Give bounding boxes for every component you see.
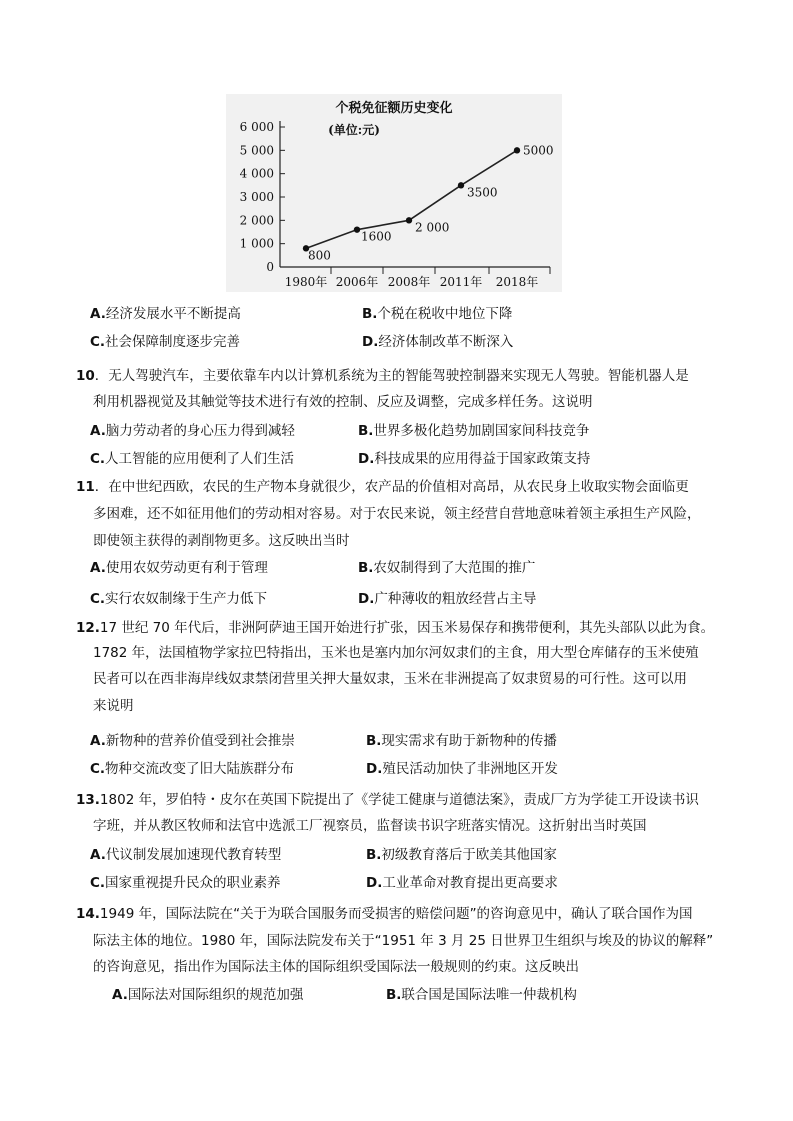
q11-stem-line-1: 11．在中世纪西欧，农民的生产物本身就很少，农产品的价值相对高昂，从农民身上收取实物会面临更 [76, 479, 689, 495]
data-label: 3500 [467, 185, 498, 200]
q10-option-b[interactable]: B.世界多极化趋势加剧国家间科技竞争 [358, 423, 590, 439]
q12-option-a[interactable]: A.新物种的营养价值受到社会推崇 [90, 733, 295, 749]
x-tick-label: 2006年 [335, 275, 379, 289]
q14-stem-line-3: 的咨询意见，指出作为国际法主体的国际组织受国际法一般规则的约束。这反映出 [93, 959, 579, 975]
y-tick-label: 4 000 [239, 166, 274, 181]
q11-option-b[interactable]: B.农奴制得到了大范围的推广 [358, 560, 536, 576]
q13-option-a[interactable]: A.代议制发展加速现代教育转型 [90, 847, 282, 863]
data-label: 5000 [523, 143, 554, 158]
y-tick-label: 6 000 [239, 120, 274, 134]
q14-option-b[interactable]: B.联合国是国际法唯一仲裁机构 [386, 987, 577, 1003]
q12-stem-line-3: 民者可以在西非海岸线奴隶禁闭营里关押大量奴隶，玉米在非洲提高了奴隶贸易的可行性。这可以用 [93, 671, 687, 687]
q13-stem-line-2: 字班，并从教区牧师和法官中选派工厂视察员，监督读书识字班落实情况。这折射出当时英国 [93, 818, 647, 834]
q14-stem-line-2: 际法主体的地位。1980 年，国际法院发布关于“1951 年 3 月 25 日世界卫生组织与埃及的协议的解释” [93, 933, 714, 949]
x-tick-label: 2011年 [439, 275, 483, 289]
x-tick-label: 2018年 [495, 275, 539, 289]
data-label: 800 [308, 248, 331, 263]
q11-stem-line-2: 多困难，还不如征用他们的劳动相对容易。对于农民来说，领主经营自营地意味着领主承担生产风险， [93, 506, 701, 522]
q14-stem-line-1: 14.1949 年，国际法院在“关于为联合国服务而受损害的赔偿问题”的咨询意见中，确认了联合国作为国 [76, 906, 693, 922]
q13-option-d[interactable]: D.工业革命对教育提出更高要求 [366, 875, 558, 891]
q11-option-c[interactable]: C.实行农奴制缘于生产力低下 [90, 591, 268, 607]
data-label: 1600 [361, 229, 392, 244]
question-number: 11 [76, 479, 95, 495]
q11-option-d[interactable]: D.广种薄收的粗放经营占主导 [358, 591, 537, 607]
question-number: 14. [76, 906, 100, 922]
line-chart [226, 94, 562, 292]
q12-stem-line-2: 1782 年，法国植物学家拉巴特指出，玉米也是塞内加尔河奴隶们的主食，用大型仓库储存的玉米使殖 [93, 645, 699, 661]
chart-title: 个税免征额历史变化 [335, 101, 453, 116]
q10-option-c[interactable]: C.人工智能的应用便利了人们生活 [90, 451, 295, 467]
q12-stem-line-4: 来说明 [93, 698, 134, 714]
q13-option-c[interactable]: C.国家重视提升民众的职业素养 [90, 875, 281, 891]
q9-option-d[interactable]: D.经济体制改革不断深入 [362, 334, 514, 350]
data-point [514, 147, 520, 153]
q13-stem-line-1: 13.1802 年，罗伯特・皮尔在英国下院提出了《学徒工健康与道德法案》，责成厂方为学徒工开设读书识 [76, 792, 699, 808]
y-tick-label: 0 [266, 260, 274, 274]
x-tick-label: 1980年 [284, 275, 328, 289]
q10-stem-line-2: 利用机器视觉及其触觉等技术进行有效的控制、反应及调整，完成多样任务。这说明 [93, 394, 593, 410]
q14-option-a[interactable]: A.国际法对国际组织的规范加强 [112, 987, 304, 1003]
q13-option-b[interactable]: B.初级教育落后于欧美其他国家 [366, 847, 557, 863]
q12-option-c[interactable]: C.物种交流改变了旧大陆族群分布 [90, 761, 295, 777]
y-tick-label: 5 000 [239, 143, 274, 158]
x-tick-label: 2008年 [387, 275, 431, 289]
chart-subtitle: (单位:元) [328, 123, 380, 137]
question-number: 13. [76, 792, 100, 808]
data-point [406, 217, 412, 223]
y-tick-label: 1 000 [239, 236, 274, 251]
q10-option-d[interactable]: D.科技成果的应用得益于国家政策支持 [358, 451, 591, 467]
y-tick-label: 3 000 [239, 190, 274, 204]
q12-stem-line-1: 12.17 世纪 70 年代后，非洲阿萨迪王国开始进行扩张，因玉米易保存和携带便利，其先头部队以此为食。 [76, 620, 715, 636]
question-number: 12. [76, 620, 100, 636]
q11-stem-line-3: 即使领主获得的剥削物更多。这反映出当时 [93, 533, 350, 549]
data-point [354, 226, 360, 232]
q9-option-c[interactable]: C.社会保障制度逐步完善 [90, 334, 241, 350]
q9-option-a[interactable]: A.经济发展水平不断提高 [90, 306, 241, 322]
q10-stem-line-1: 10．无人驾驶汽车，主要依靠车内以计算机系统为主的智能驾驶控制器来实现无人驾驶。智能机器人是 [76, 368, 689, 384]
q9-option-b[interactable]: B.个税在税收中地位下降 [362, 306, 513, 322]
question-number: 10 [76, 368, 95, 384]
q10-option-a[interactable]: A.脑力劳动者的身心压力得到减轻 [90, 423, 295, 439]
y-tick-label: 2 000 [239, 213, 274, 228]
data-point [458, 182, 464, 188]
tax-threshold-chart [226, 94, 562, 292]
q11-option-a[interactable]: A.使用农奴劳动更有利于管理 [90, 560, 268, 576]
data-label: 2 000 [415, 220, 450, 235]
q12-option-b[interactable]: B.现实需求有助于新物种的传播 [366, 733, 557, 749]
q12-option-d[interactable]: D.殖民活动加快了非洲地区开发 [366, 761, 558, 777]
